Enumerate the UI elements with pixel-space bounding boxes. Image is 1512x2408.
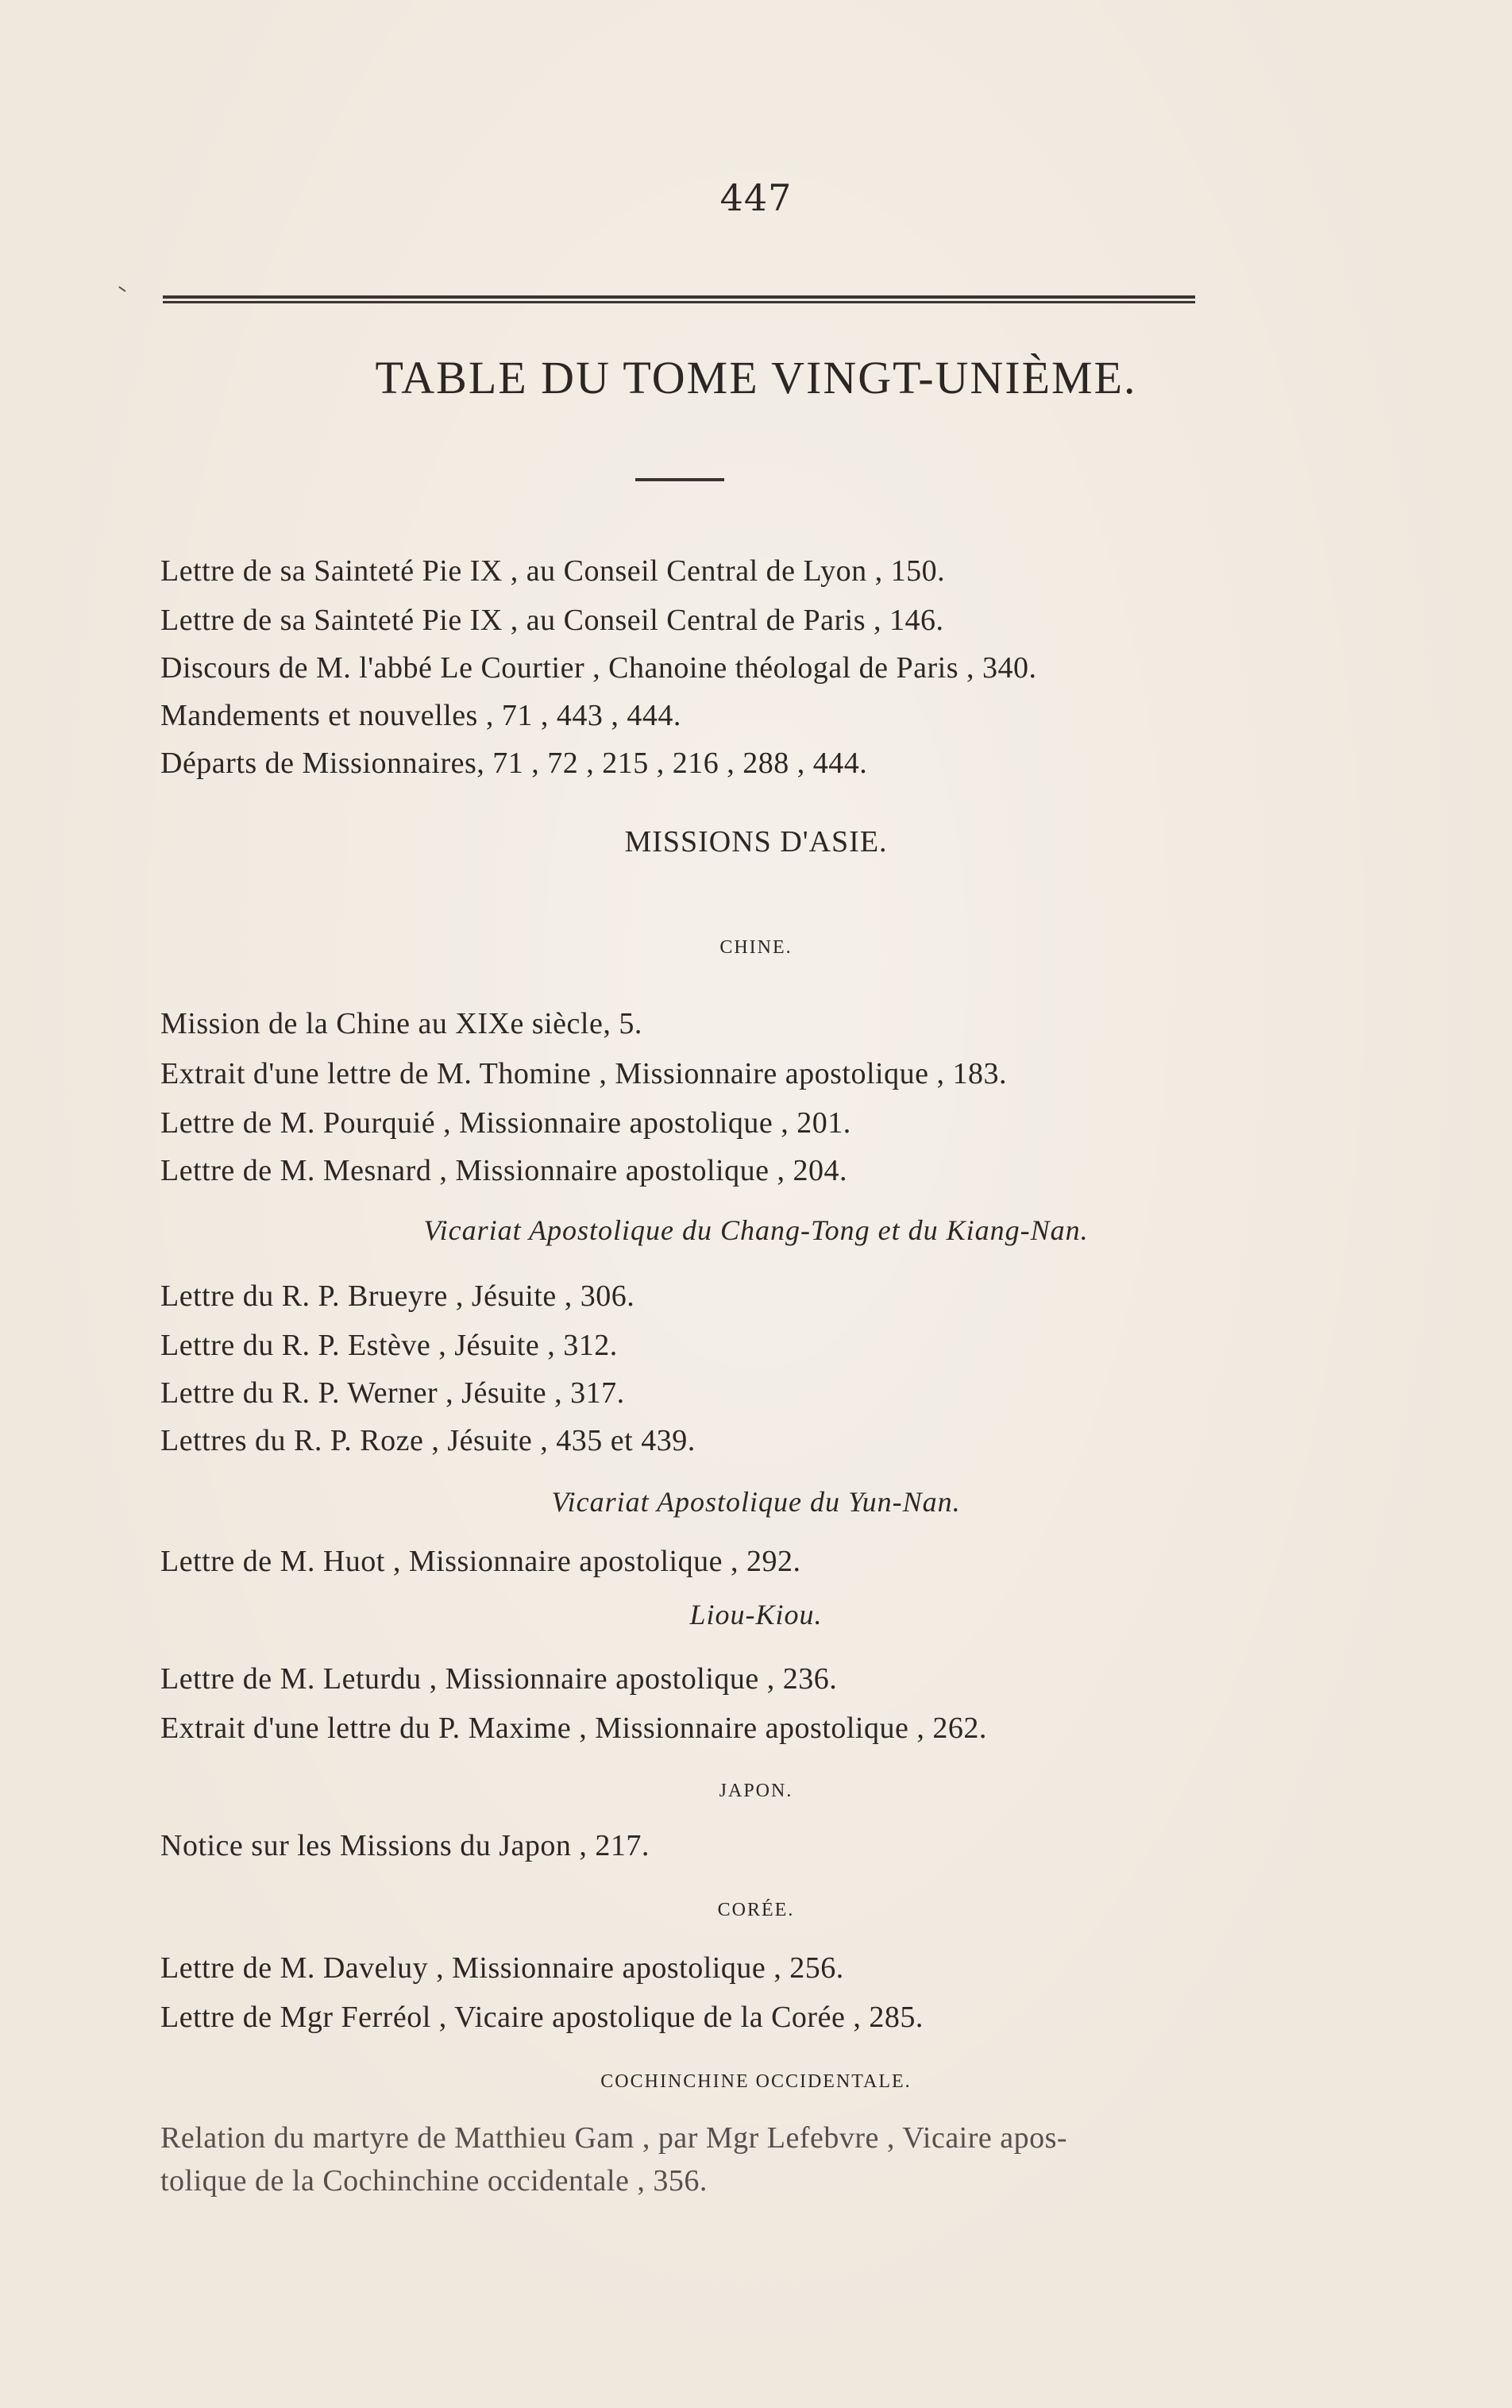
index-entry: Lettre de M. Huot , Missionnaire apostolique , 292. [160,1545,801,1578]
index-entry: Lettre de sa Sainteté Pie IX , au Conseil Central de Paris , 146. [160,604,944,637]
index-entry: Lettre de M. Pourquié , Missionnaire apostolique , 201. [160,1106,851,1140]
title-divider [635,478,724,481]
index-entry: Relation du martyre de Matthieu Gam , par Mgr Lefebvre , Vicaire apos- [160,2121,1068,2155]
index-entry: Mission de la Chine au XIXe siècle, 5. [160,1007,642,1040]
page-title: TABLE DU TOME VINGT-UNIÈME. [375,352,1137,403]
index-entry: Lettre du R. P. Werner , Jésuite , 317. [160,1376,625,1410]
index-entry: Départs de Missionnaires, 71 , 72 , 215 , 216 , 288 , 444. [160,747,868,780]
subsection-heading: CORÉE. [717,1900,795,1920]
subsection-heading: COCHINCHINE OCCIDENTALE. [600,2071,912,2092]
index-entry: Notice sur les Missions du Japon , 217. [160,1829,650,1862]
subsection-heading: CHINE. [719,937,793,958]
index-entry: Lettre de M. Daveluy , Missionnaire apostolique , 256. [160,1951,844,1985]
margin-mark [114,286,125,299]
index-entry: Extrait d'une lettre du P. Maxime , Missionnaire apostolique , 262. [160,1711,987,1745]
page-number: 447 [719,176,793,219]
vicariat-heading: Vicariat Apostolique du Chang-Tong et du Kiang-Nan. [423,1214,1089,1246]
index-entry: Lettres du R. P. Roze , Jésuite , 435 et 439. [160,1424,696,1457]
index-entry: Lettre du R. P. Brueyre , Jésuite , 306. [160,1279,635,1313]
header-double-rule [163,295,1195,305]
index-entry: Extrait d'une lettre de M. Thomine , Missionnaire apostolique , 183. [160,1057,1007,1090]
index-entry: Lettre du R. P. Estève , Jésuite , 312. [160,1329,618,1362]
index-entry: Mandements et nouvelles , 71 , 443 , 444. [160,699,681,732]
section-heading: MISSIONS D'ASIE. [624,825,888,859]
index-entry: Lettre de M. Leturdu , Missionnaire apostolique , 236. [160,1662,838,1696]
index-entry: Discours de M. l'abbé Le Courtier , Chanoine théologal de Paris , 340. [160,651,1037,685]
index-entry: tolique de la Cochinchine occidentale , 356. [160,2164,708,2198]
vicariat-heading: Vicariat Apostolique du Yun-Nan. [551,1486,961,1518]
index-entry: Lettre de sa Sainteté Pie IX , au Conseil Central de Lyon , 150. [160,554,946,588]
subsection-heading: JAPON. [719,1781,793,1801]
index-entry: Lettre de M. Mesnard , Missionnaire apostolique , 204. [160,1154,847,1187]
index-entry: Lettre de Mgr Ferréol , Vicaire apostolique de la Corée , 285. [160,2001,924,2034]
vicariat-heading: Liou-Kiou. [689,1599,823,1630]
